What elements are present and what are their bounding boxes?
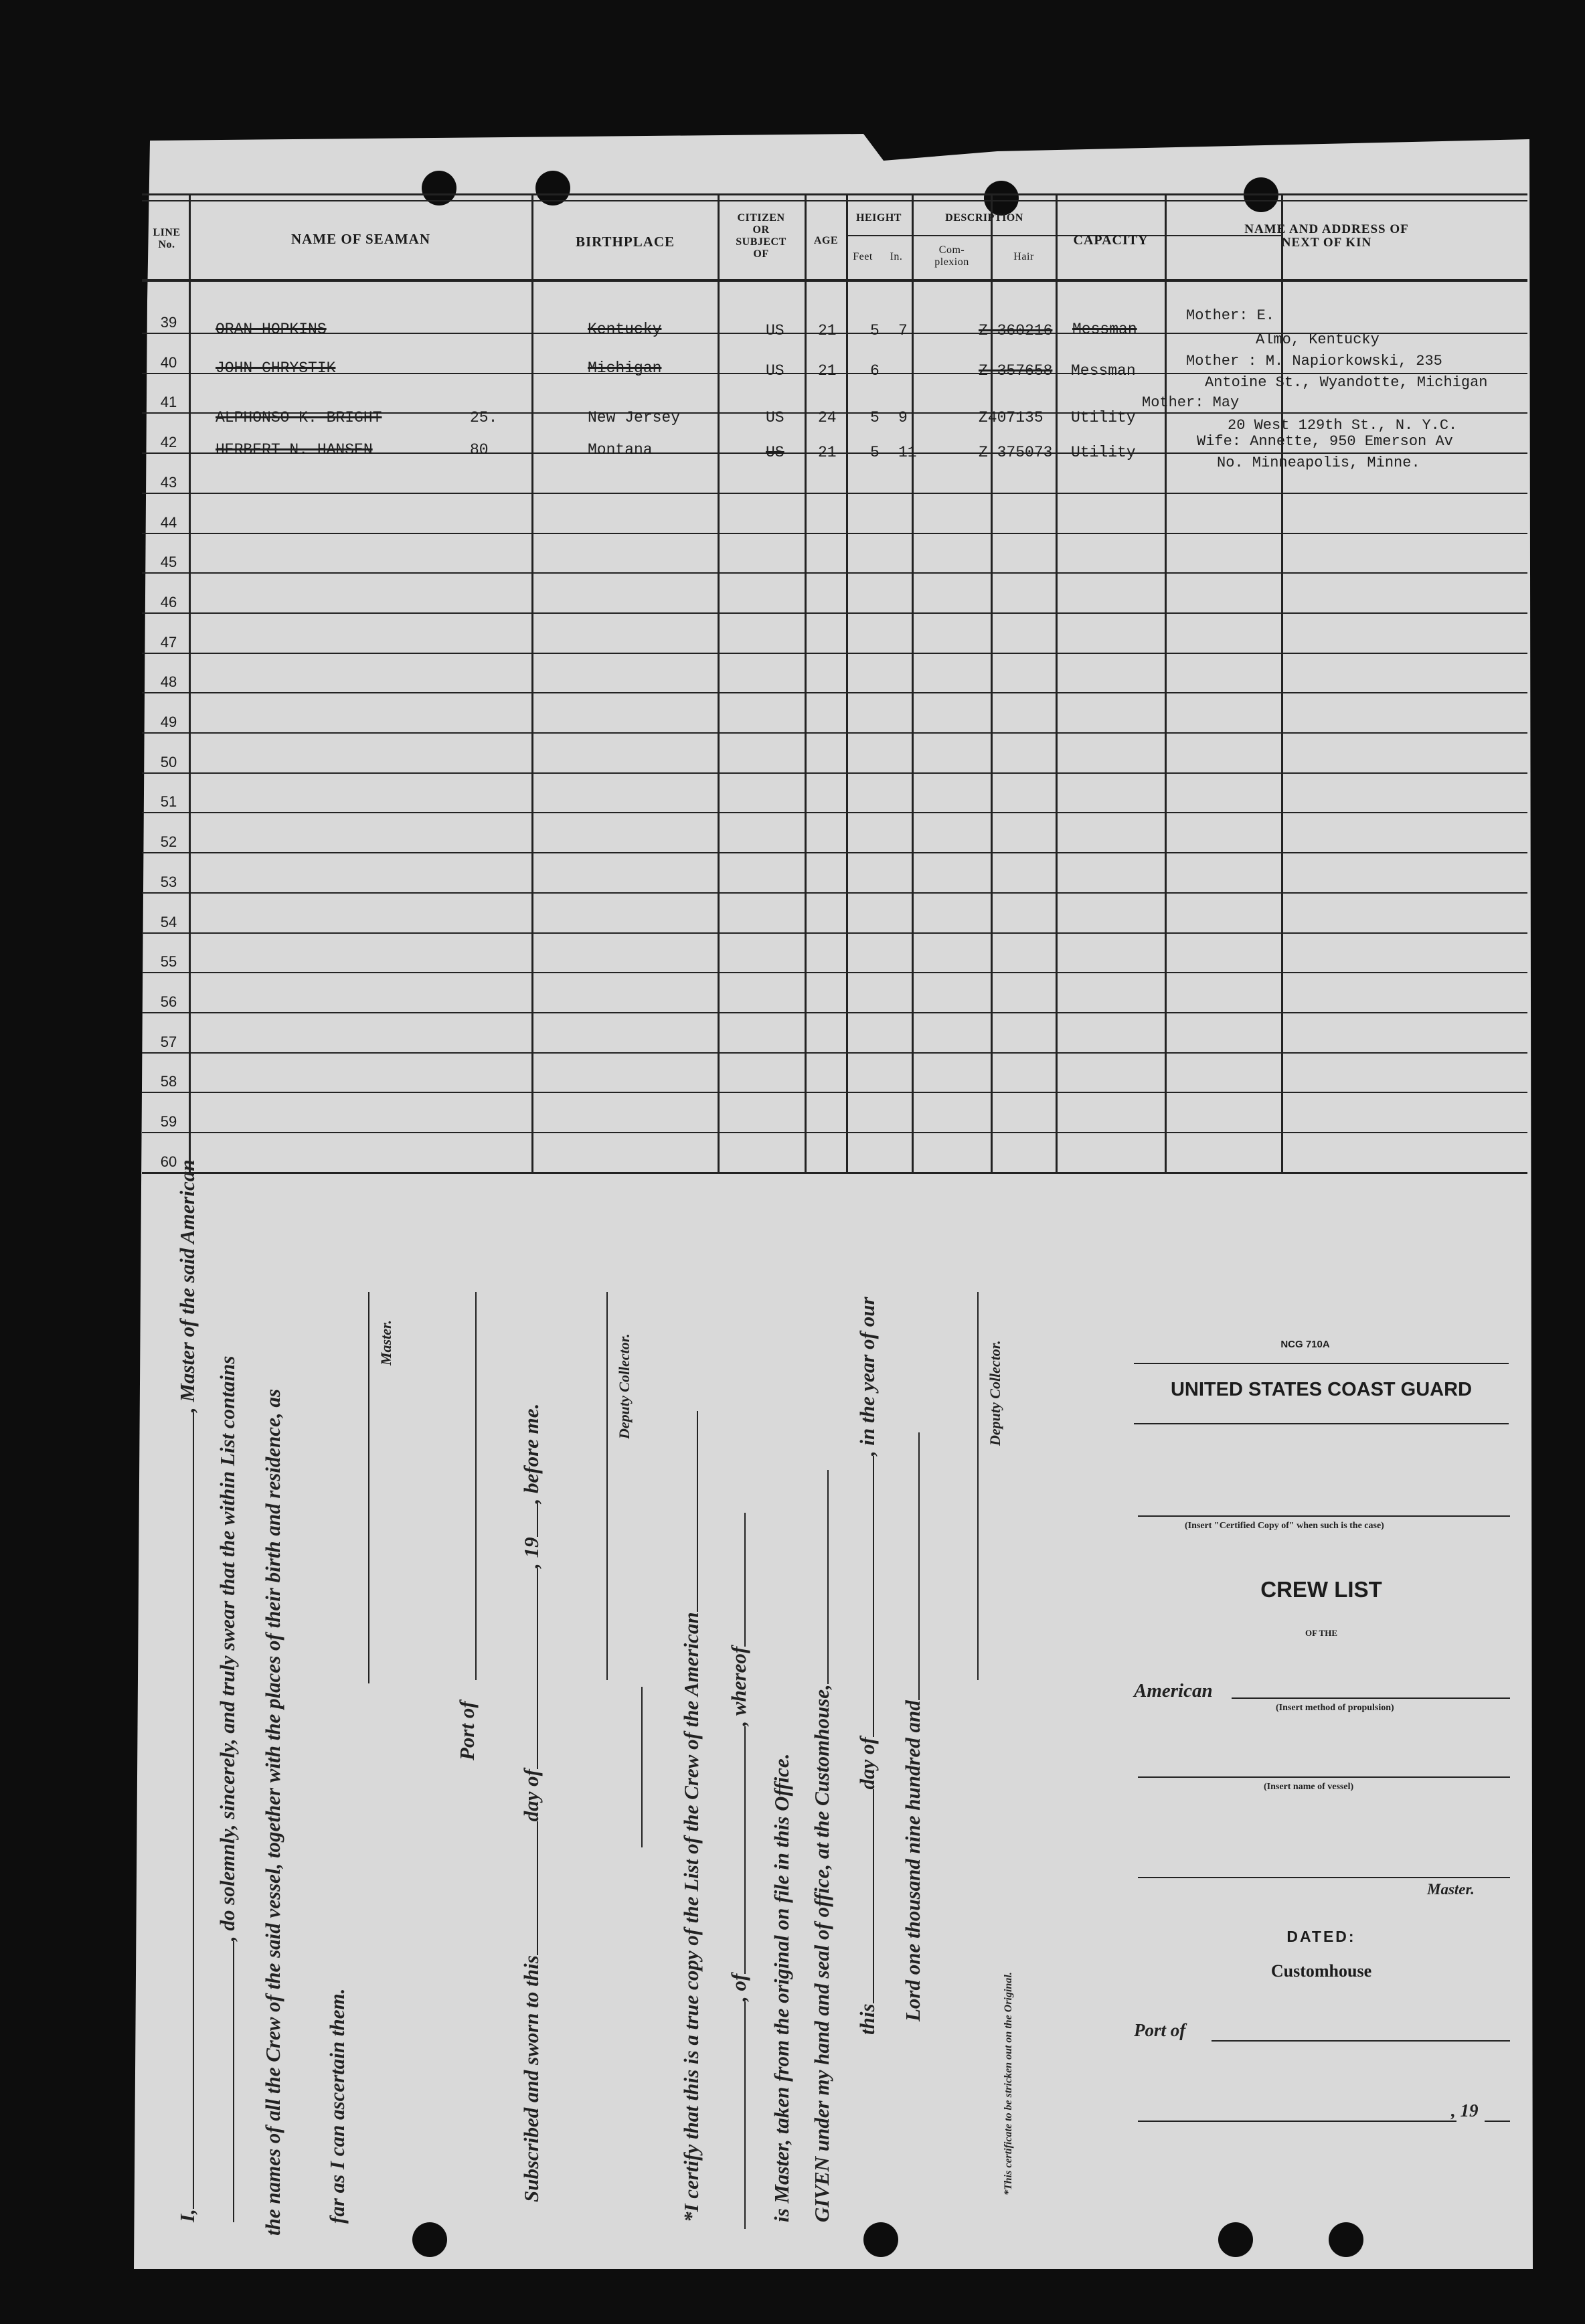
port-of-line	[475, 1292, 477, 1680]
oath-line-3: the names of all the Crew of the said vessel, together with the places of their birth and residence, as	[261, 1389, 284, 2236]
height-inches: 11	[898, 444, 917, 461]
line-number: 57	[160, 1033, 177, 1050]
master-line	[1138, 1877, 1510, 1878]
line-number: 46	[160, 593, 177, 610]
age: 21	[818, 444, 837, 461]
citizen: US	[766, 444, 784, 461]
row-rule	[142, 892, 1527, 894]
header-hair: Hair	[1013, 251, 1034, 262]
row-note: 80	[470, 441, 489, 459]
next-of-kin-line: Antoine St., Wyandotte, Michigan	[1205, 374, 1488, 391]
form-number: NCG 710A	[1280, 1339, 1330, 1350]
seaman-name: JOHN CHRYSTIK	[216, 359, 336, 377]
cover-year-label: , 19	[1451, 2100, 1479, 2121]
header-birthplace: BIRTHPLACE	[575, 234, 675, 250]
oath-line-2	[216, 1356, 240, 2222]
header-next-of-kin: NAME AND ADDRESS OF NEXT OF KIN	[1244, 222, 1409, 250]
cover-divider	[1134, 1423, 1509, 1424]
year-line	[1485, 2121, 1510, 2122]
this-text: this	[855, 2003, 879, 2035]
row-note: 25.	[470, 409, 498, 426]
port-of-label: Port of	[455, 1701, 479, 1760]
next-of-kin-line: Mother : M. Napiorkowski, 235	[1186, 353, 1442, 369]
next-of-kin-line: No. Minneapolis, Minne.	[1217, 454, 1420, 471]
american-label: American	[1134, 1680, 1213, 1702]
certify-line	[679, 1411, 703, 2222]
line-number: 50	[160, 753, 177, 770]
of-text: , of	[727, 1973, 750, 2001]
header-citizen: CITIZEN OR SUBJECT OF	[736, 212, 786, 260]
given-line	[810, 1470, 834, 2222]
oath-line-1	[175, 1159, 199, 2222]
deputy-signature-line	[606, 1292, 608, 1680]
birthplace: Kentucky	[588, 321, 662, 338]
year-of-our-text: , in the year of our	[855, 1297, 879, 1457]
row-rule	[142, 1052, 1527, 1054]
row-rule	[142, 732, 1527, 734]
oath-master-of: , Master of the said American	[175, 1159, 199, 1413]
hair-id: Z 357658	[979, 362, 1053, 380]
crew-table	[142, 193, 1527, 1174]
deputy-signature-line	[641, 1687, 643, 1847]
deputy-collector-label: Deputy Collector.	[616, 1333, 633, 1439]
age: 21	[818, 362, 837, 380]
port-of-cover-label: Port of	[1134, 2020, 1186, 2040]
birthplace: Michigan	[588, 359, 662, 377]
row-rule	[142, 852, 1527, 853]
next-of-kin-line: Mother: May	[1142, 394, 1240, 411]
height-feet: 5	[870, 409, 880, 426]
certified-line	[1138, 1515, 1510, 1517]
master-signature-line	[368, 1292, 369, 1683]
line-number: 55	[160, 953, 177, 971]
row-rule	[142, 493, 1527, 494]
of-the-label: OF THE	[1305, 1628, 1338, 1638]
height-feet: 6	[870, 362, 880, 380]
hair-id: Z 360216	[979, 322, 1053, 339]
row-rule	[142, 572, 1527, 574]
footnote: *This certificate to be stricken out on the Original.	[1003, 1972, 1014, 2195]
line-number: 54	[160, 913, 177, 930]
header-line-no: LINE No.	[153, 227, 181, 250]
line-number: 45	[160, 554, 177, 571]
crew-list-title: CREW LIST	[1260, 1577, 1382, 1602]
subscribed-line	[519, 1404, 544, 2202]
header-complexion: Com- plexion	[934, 244, 969, 268]
row-rule	[142, 692, 1527, 693]
deputy2-signature-line	[977, 1292, 979, 1680]
citizen: US	[766, 362, 784, 380]
punch-hole	[412, 2222, 447, 2257]
header-age: AGE	[813, 235, 839, 246]
height-inches: 7	[898, 322, 908, 339]
dated-label: DATED:	[1286, 1928, 1356, 1945]
certify-text: *I certify that this is a true copy of the List of the Crew of the American	[679, 1612, 703, 2222]
oath-swear: , do solemnly, sincerely, and truly swear that the within List contains	[216, 1355, 239, 1941]
capacity: Utility	[1071, 409, 1136, 426]
line-number: 56	[160, 993, 177, 1010]
oath-i: I,	[175, 2209, 199, 2222]
line-number: 49	[160, 714, 177, 730]
propulsion-line	[1232, 1697, 1510, 1699]
row-rule	[142, 1132, 1527, 1133]
row-rule	[142, 972, 1527, 973]
deputy-collector-2-label: Deputy Collector.	[987, 1340, 1003, 1446]
certified-hint: (Insert "Certified Copy of" when such is the case)	[1185, 1521, 1384, 1531]
next-of-kin-line: Mother: E.	[1186, 307, 1275, 324]
header-capacity: CAPACITY	[1073, 233, 1149, 248]
vessel-line	[1138, 1776, 1510, 1778]
age: 21	[818, 322, 837, 339]
header-inches: In.	[890, 251, 903, 262]
age: 24	[818, 409, 837, 426]
line-number: 51	[160, 793, 177, 811]
line-number: 42	[160, 434, 177, 451]
next-of-kin-line: Wife: Annette, 950 Emerson Av	[1197, 433, 1453, 450]
capacity: Messman	[1071, 362, 1136, 380]
whereof-text: , whereof	[727, 1646, 750, 1726]
vessel-hint: (Insert name of vessel)	[1264, 1782, 1354, 1792]
whereof-line	[727, 1513, 751, 2229]
before-me-text: , before me.	[519, 1403, 543, 1504]
oath-line-4: far as I can ascertain them.	[325, 1988, 349, 2224]
next-of-kin-line: 20 West 129th St., N. Y.C.	[1228, 417, 1458, 434]
capacity: Utility	[1071, 444, 1136, 461]
height-feet: 5	[870, 322, 880, 339]
line-number: 53	[160, 873, 177, 890]
line-number: 41	[160, 394, 177, 411]
oath-master-label: Master.	[378, 1320, 394, 1365]
birthplace: New Jersey	[588, 409, 681, 426]
citizen: US	[766, 322, 784, 339]
line-number: 60	[160, 1153, 177, 1170]
row-rule	[142, 533, 1527, 534]
line-number: 39	[160, 314, 177, 331]
header-name: NAME OF SEAMAN	[290, 231, 431, 247]
subscribed-text: Subscribed and sworn to this	[519, 1955, 543, 2202]
given-text: GIVEN under my hand and seal of office, at the Customhouse,	[810, 1684, 833, 2222]
seaman-name: ORAN HOPKINS	[216, 321, 327, 338]
table-bottom-rule	[142, 1172, 1527, 1174]
line-number: 43	[160, 473, 177, 491]
row-rule	[142, 612, 1527, 614]
capacity: Messman	[1072, 321, 1137, 338]
date-line	[1138, 2121, 1456, 2122]
line-number: 52	[160, 833, 177, 851]
row-rule	[142, 1012, 1527, 1013]
lord-text: Lord one thousand nine hundred and	[901, 1700, 924, 2021]
row-rule	[142, 1092, 1527, 1093]
seaman-name: ALPHONSO K. BRIGHT	[216, 409, 382, 426]
punch-hole	[863, 2222, 898, 2257]
agency-title: UNITED STATES COAST GUARD	[1170, 1379, 1473, 1400]
line-number: 44	[160, 513, 177, 531]
port-of-cover-line	[1212, 2040, 1510, 2042]
seaman-name: HERBERT N. HANSEN	[216, 441, 373, 459]
row-rule	[142, 653, 1527, 654]
lord-line	[901, 1432, 925, 2021]
line-number: 58	[160, 1073, 177, 1090]
punch-hole	[1329, 2222, 1363, 2257]
customhouse-label: Customhouse	[1270, 1961, 1372, 1981]
cover-divider	[1134, 1363, 1509, 1364]
line-number: 40	[160, 353, 177, 371]
birthplace: Montana	[588, 441, 653, 459]
day-of-2-text: day of	[855, 1737, 879, 1790]
row-rule	[142, 772, 1527, 774]
row-rule	[142, 812, 1527, 813]
citizen: US	[766, 409, 784, 426]
line-number: 47	[160, 633, 177, 651]
header-height: HEIGHT	[856, 212, 902, 224]
propulsion-hint: (Insert method of propulsion)	[1276, 1703, 1394, 1713]
line-number: 48	[160, 673, 177, 691]
line-number: 59	[160, 1113, 177, 1130]
day-of-text: day of	[519, 1768, 543, 1822]
header-feet: Feet	[853, 251, 873, 262]
this-day-line	[855, 1297, 880, 2035]
is-master-line: is Master, taken from the original on file in this Office.	[770, 1753, 793, 2222]
row-rule	[142, 932, 1527, 934]
year-text: , 19	[519, 1537, 543, 1568]
next-of-kin-line: Almo, Kentucky	[1256, 331, 1380, 348]
punch-hole	[1218, 2222, 1253, 2257]
hair-id: Z 375073	[979, 444, 1053, 461]
height-feet: 5	[870, 444, 880, 461]
cover-master-label: Master.	[1427, 1881, 1475, 1898]
height-inches: 9	[898, 409, 908, 426]
header-description: DESCRIPTION	[945, 212, 1023, 224]
hair-id: Z407135	[979, 409, 1044, 426]
